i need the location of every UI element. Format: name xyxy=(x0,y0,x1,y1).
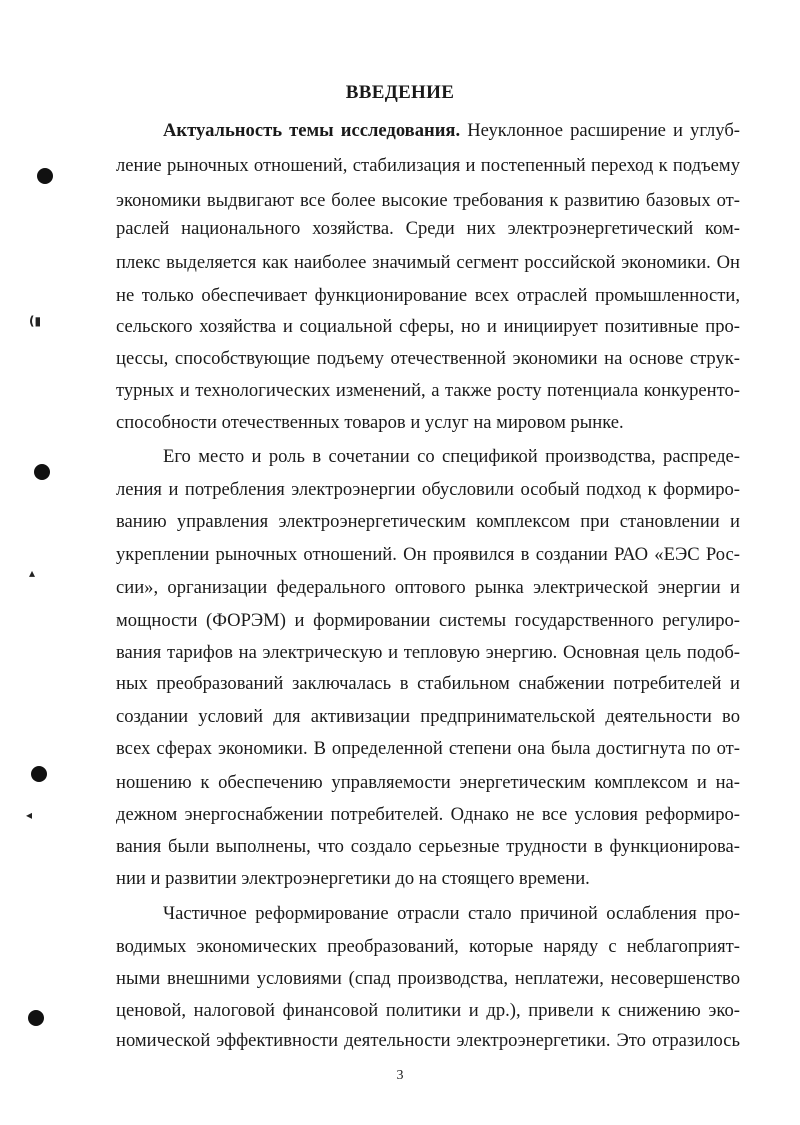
text-line: ление рыночных отношений, стабилизация и постепенный переход к подъему xyxy=(116,155,740,176)
text-line: ных преобразований заключалась в стабильном снабжении потребителей и xyxy=(116,673,740,694)
text-line: Частичное реформирование отрасли стало причиной ослабления про- xyxy=(163,903,740,924)
text-line: плекс выделяется как наиболее значимый сегмент российской экономики. Он xyxy=(116,252,740,273)
text-line: цессы, способствующие подъему отечественной экономики на основе струк- xyxy=(116,348,740,369)
text-line: вания тарифов на электрическую и тепловую энергию. Основная цель подоб- xyxy=(116,642,740,663)
text-line: экономики выдвигают все более высокие требования к развитию базовых от- xyxy=(116,190,740,211)
text-line: номической эффективности деятельности электроэнергетики. Это отразилось xyxy=(116,1030,740,1051)
text-line: ношению к обеспечению управляемости энергетическим комплексом и на- xyxy=(116,772,740,793)
text-line: водимых экономических преобразований, которые наряду с неблагоприят- xyxy=(116,936,740,957)
scan-artifact-mark: (▮ xyxy=(29,314,42,328)
text-line-1 xyxy=(163,119,740,143)
text-line-1-rest: Неуклонное расширение и углуб- xyxy=(460,120,740,141)
text-line: дежном энергоснабжении потребителей. Однако не все условия реформиро- xyxy=(116,804,740,825)
text-line: турных и технологических изменений, а также росту потенциала конкуренто- xyxy=(116,380,740,401)
text-line: сельского хозяйства и социальной сферы, но и инициирует позитивные про- xyxy=(116,316,740,337)
text-line: сии», организации федерального оптового рынка электрической энергии и xyxy=(116,577,740,598)
text-line: ными внешними условиями (спад производства, неплатежи, несовершенство xyxy=(116,968,740,989)
text-line: всех сферах экономики. В определенной степени она была достигнута по от- xyxy=(116,738,740,759)
binder-hole-2 xyxy=(34,464,50,480)
text-line: ванию управления электроэнергетическим комплексом при становлении и xyxy=(116,511,740,532)
text-line: нии и развитии электроэнергетики до на стоящего времени. xyxy=(116,868,590,889)
binder-hole-3 xyxy=(31,766,47,782)
text-line: вания были выполнены, что создало серьезные трудности в функционирова- xyxy=(116,836,740,857)
page-title: ВВЕДЕНИЕ xyxy=(345,82,455,103)
text-line: раслей национального хозяйства. Среди них электроэнергетический ком- xyxy=(116,218,740,239)
binder-hole-1 xyxy=(37,168,53,184)
text-line: укреплении рыночных отношений. Он проявился в создании РАО «ЕЭС Рос- xyxy=(116,544,740,565)
page-number: 3 xyxy=(396,1068,404,1083)
topic-relevance-label: Актуальность темы исследования. xyxy=(163,120,461,141)
binder-hole-4 xyxy=(28,1010,44,1026)
text-line: создании условий для активизации предпринимательской деятельности во xyxy=(116,706,740,727)
scan-artifact-mark: ◂ xyxy=(26,808,33,822)
text-line: способности отечественных товаров и услуг на мировом рынке. xyxy=(116,412,624,433)
text-line: мощности (ФОРЭМ) и формировании системы государственного регулиро- xyxy=(116,610,740,631)
text-line: Его место и роль в сочетании со спецификой производства, распреде- xyxy=(163,446,740,467)
text-line: ценовой, налоговой финансовой политики и др.), привели к снижению эко- xyxy=(116,1000,740,1021)
text-line: ления и потребления электроэнергии обусловили особый подход к формиро- xyxy=(116,479,740,500)
text-line: не только обеспечивает функционирование всех отраслей промышленности, xyxy=(116,285,740,306)
scan-artifact-mark: ▴ xyxy=(29,566,36,580)
